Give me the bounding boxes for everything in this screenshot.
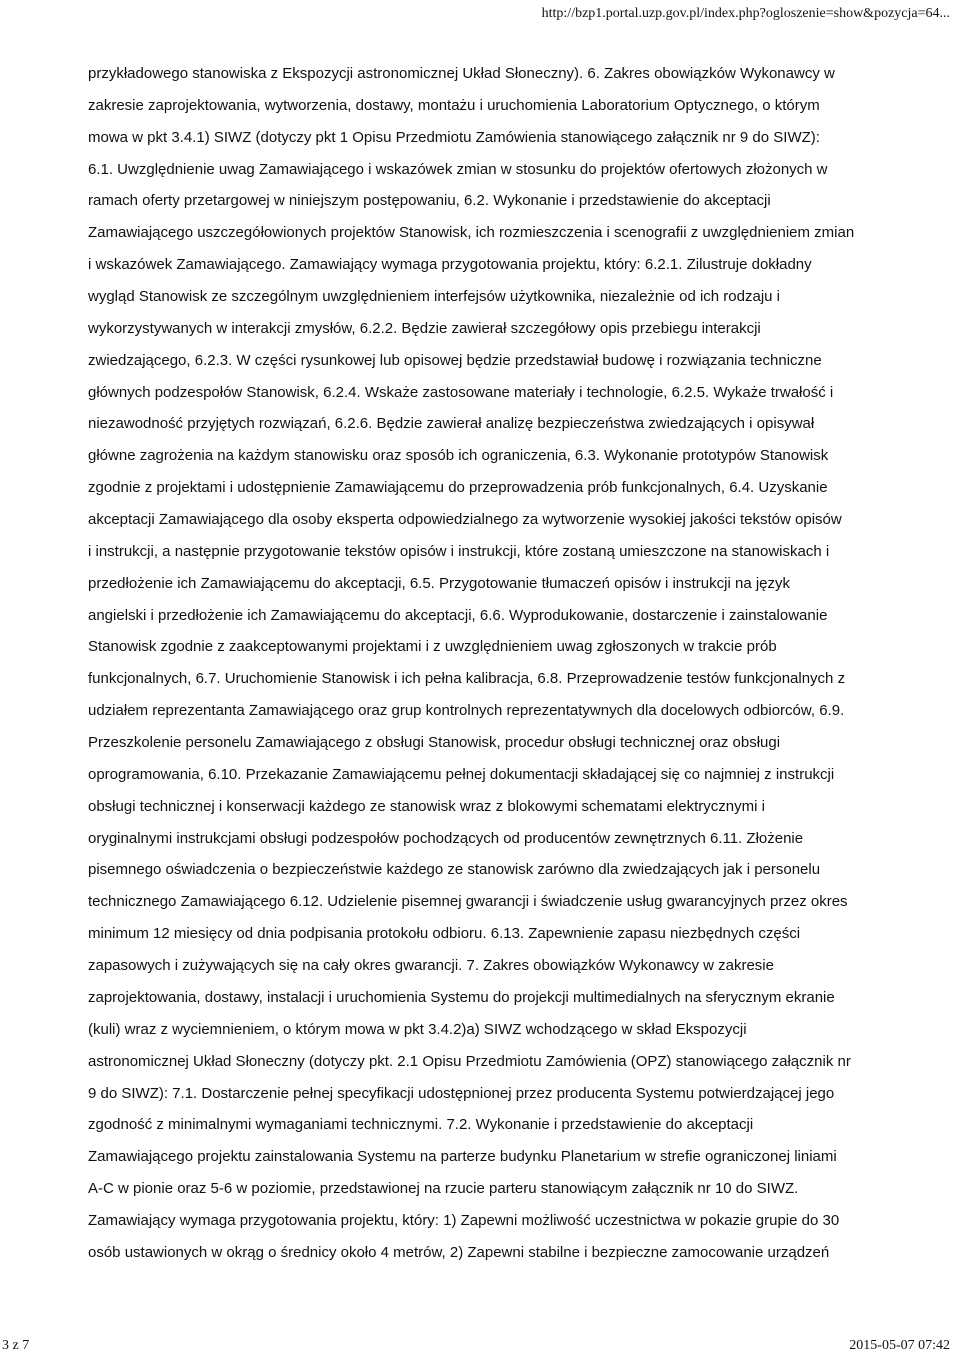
body-text-line: astronomicznej Układ Słoneczny (dotyczy pkt. 2.1 Opisu Przedmiotu Zamówienia (OPZ) stanowiącego załącznik nr — [88, 1052, 851, 1070]
body-text-line: Zamawiającego uszczegółowionych projektów Stanowisk, ich rozmieszczenia i scenografii z uwzględnieniem zmian — [88, 224, 855, 242]
body-text-line: angielski i przedłożenie ich Zamawiającemu do akceptacji, 6.6. Wyprodukowanie, dostarczenie i zainstalowanie — [88, 606, 828, 624]
body-text-line: Przeszkolenie personelu Zamawiającego z obsługi Stanowisk, procedur obsługi technicznej oraz obsługi — [88, 734, 781, 752]
body-text-line: zaprojektowania, dostawy, instalacji i uruchomienia Systemu do projekcji multimedialnych na sferycznym ekranie — [88, 988, 835, 1006]
body-text-line: 6.1. Uwzględnienie uwag Zamawiającego i wskazówek zmian w stosunku do projektów ofertowych złożonych w — [88, 160, 828, 178]
body-text-line: oryginalnymi instrukcjami obsługi podzespołów pochodzących od producentów zewnętrznych 6.11. Złożenie — [88, 829, 804, 847]
body-text-line: niezawodność przyjętych rozwiązań, 6.2.6. Będzie zawierał analizę bezpieczeństwa zwiedzających i opisywał — [88, 415, 815, 433]
body-text-line: wygląd Stanowisk ze szczególnym uwzględnieniem interfejsów użytkownika, niezależnie od ich rodzaju i — [88, 288, 781, 306]
body-text-line: akceptacji Zamawiającego dla osoby eksperta odpowiedzialnego za wytworzenie wysokiej jakości tekstów opisów — [88, 511, 842, 529]
body-text-line: zgodność z minimalnymi wymaganiami technicznymi. 7.2. Wykonanie i przedstawienie do akceptacji — [88, 1116, 754, 1134]
body-text-line: Stanowisk zgodnie z zaakceptowanymi projektami i z uwzględnieniem uwag zgłoszonych w trakcie prób — [88, 638, 777, 656]
body-text-line: technicznego Zamawiającego 6.12. Udzielenie pisemnej gwarancji i świadczenie usług gwarancyjnych przez okres — [88, 893, 848, 911]
body-text-line: i wskazówek Zamawiającego. Zamawiający wymaga przygotowania projektu, który: 6.2.1. Zilustruje dokładny — [88, 256, 812, 274]
body-text-line: wykorzystywanych w interakcji zmysłów, 6.2.2. Będzie zawierał szczegółowy opis przebiegu interakcji — [88, 319, 761, 337]
body-text-line: minimum 12 miesięcy od dnia podpisania protokołu odbioru. 6.13. Zapewnienie zapasu niezbędnych części — [88, 925, 801, 943]
print-datetime: 2015-05-07 07:42 — [849, 1338, 950, 1353]
body-text-line: mowa w pkt 3.4.1) SIWZ (dotyczy pkt 1 Opisu Przedmiotu Zamówienia stanowiącego załącznik nr 9 do SIWZ): — [88, 128, 820, 146]
body-text-line: i instrukcji, a następnie przygotowanie tekstów opisów i instrukcji, które zostaną umieszczone na stanowiskach i — [88, 542, 830, 560]
page-url-header: http://bzp1.portal.uzp.gov.pl/index.php?ogloszenie=show&pozycja=64... — [541, 6, 950, 21]
body-text-line: funkcjonalnych, 6.7. Uruchomienie Stanowisk i ich pełna kalibracja, 6.8. Przeprowadzenie testów funkcjonalnych z — [88, 670, 846, 688]
body-text-line: oprogramowania, 6.10. Przekazanie Zamawiającemu pełnej dokumentacji składającej się co najmniej z instrukcji — [88, 765, 835, 783]
body-text-line: Zamawiającego projektu zainstalowania Systemu na parterze budynku Planetarium w strefie ograniczonej liniami — [88, 1148, 837, 1166]
body-text-line: pisemnego oświadczenia o bezpieczeństwie każdego ze stanowisk zarówno dla zwiedzających jak i personelu — [88, 861, 821, 879]
document-body — [88, 58, 888, 1269]
body-text-line: obsługi technicznej i konserwacji każdego ze stanowisk wraz z blokowymi schematami elektrycznymi i — [88, 797, 765, 815]
body-text-line: Zamawiający wymaga przygotowania projektu, który: 1) Zapewni możliwość uczestnictwa w pokazie grupie do 30 — [88, 1211, 840, 1229]
body-text-line: zwiedzającego, 6.2.3. W części rysunkowej lub opisowej będzie przedstawiał budowę i rozwiązania techniczne — [88, 351, 822, 369]
body-text-line: głównych podzespołów Stanowisk, 6.2.4. Wskaże zastosowane materiały i technologie, 6.2.5. Wykaże trwałość i — [88, 383, 834, 401]
body-text-line: przedłożenie ich Zamawiającemu do akceptacji, 6.5. Przygotowanie tłumaczeń opisów i instrukcji na język — [88, 574, 790, 592]
body-text-line: główne zagrożenia na każdym stanowisku oraz sposób ich ograniczenia, 6.3. Wykonanie prototypów Stanowisk — [88, 447, 829, 465]
body-text-line: przykładowego stanowiska z Ekspozycji astronomicznej Układ Słoneczny). 6. Zakres obowiązków Wykonawcy w — [88, 65, 835, 82]
body-text-line: zapasowych i zużywających się na cały okres gwarancji. 7. Zakres obowiązków Wykonawcy w zakresie — [88, 957, 774, 975]
body-text-line: zgodnie z projektami i udostępnienie Zamawiającemu do przeprowadzenia prób funkcjonalnych, 6.4. Uzyskanie — [88, 479, 828, 497]
body-text-line: osób ustawionych w okrąg o średnicy około 4 metrów, 2) Zapewni stabilne i bezpieczne zamocowanie urządzeń — [88, 1243, 830, 1261]
page-number: 3 z 7 — [2, 1338, 30, 1353]
body-text-line: udziałem reprezentanta Zamawiającego oraz grup kontrolnych reprezentatywnych dla docelowych odbiorców, 6.9. — [88, 702, 845, 720]
body-text-line: (kuli) wraz z wyciemnieniem, o którym mowa w pkt 3.4.2)a) SIWZ wchodzącego w skład Ekspozycji — [88, 1020, 747, 1038]
body-text-line: A-C w pionie oraz 5-6 w poziomie, przedstawionej na rzucie parteru stanowiącym załącznik nr 10 do SIWZ. — [88, 1180, 799, 1198]
body-text-line: ramach oferty przetargowej w niniejszym postępowaniu, 6.2. Wykonanie i przedstawienie do akceptacji — [88, 192, 771, 210]
body-text-line: zakresie zaprojektowania, wytworzenia, dostawy, montażu i uruchomienia Laboratorium Optycznego, o którym — [88, 96, 820, 114]
body-text-line: 9 do SIWZ): 7.1. Dostarczenie pełnej specyfikacji udostępnionej przez producenta Systemu potwierdzającej jego — [88, 1084, 835, 1102]
